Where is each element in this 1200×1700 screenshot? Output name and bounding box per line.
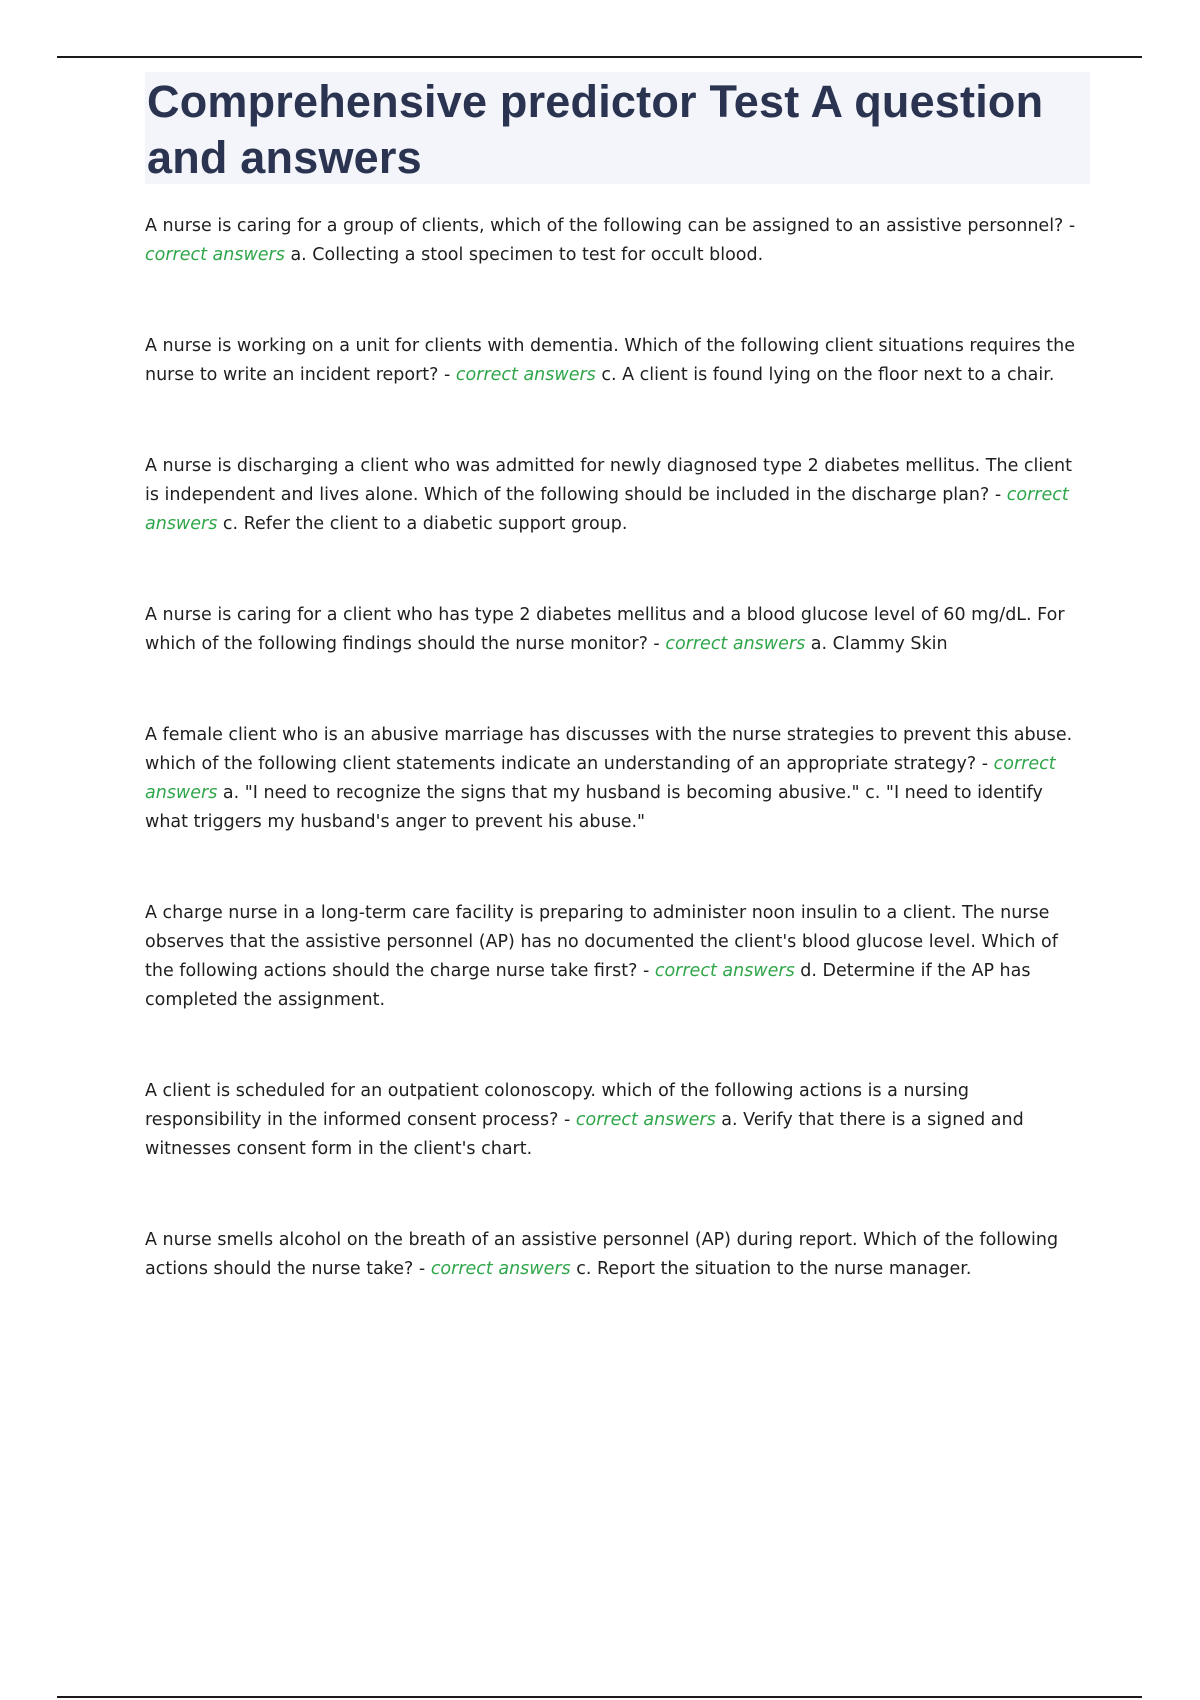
document-title: Comprehensive predictor Test A question and answers bbox=[147, 76, 1044, 183]
question-text: A female client who is an abusive marriage has discusses with the nurse strategies to prevent this abuse. which of the following client statements indicate an understanding of an appropriate strategy? - bbox=[145, 725, 1073, 774]
answer-text: a. Clammy Skin bbox=[810, 634, 948, 654]
question-text: A nurse is caring for a group of clients, which of the following can be assigned to an assistive personnel? - bbox=[145, 216, 1076, 236]
answer-text: a. Verify that there is a signed and witnesses consent form in the client's chart. bbox=[145, 1110, 1024, 1159]
correct-answers-label: correct answers bbox=[145, 245, 285, 265]
answer-text: d. Determine if the AP has completed the assignment. bbox=[145, 961, 1031, 1010]
answer-text: c. Report the situation to the nurse manager. bbox=[576, 1259, 972, 1279]
answer-text: a. "I need to recognize the signs that my husband is becoming abusive." c. "I need to identify what triggers my husband's anger to prevent his abuse." bbox=[145, 783, 1043, 832]
correct-answers-label: correct answers bbox=[430, 1259, 571, 1279]
document-page bbox=[145, 72, 1090, 1284]
correct-answers-label: correct answers bbox=[145, 754, 1056, 803]
correct-answers-label: correct answers bbox=[575, 1110, 716, 1130]
question-text: A nurse is caring for a client who has type 2 diabetes mellitus and a blood glucose level of 60 mg/dL. For which of the following findings should the nurse monitor? - bbox=[145, 605, 1065, 654]
title-banner bbox=[145, 72, 1090, 184]
qa-item bbox=[145, 212, 1090, 270]
answer-text: c. A client is found lying on the floor next to a chair. bbox=[601, 365, 1055, 385]
question-text: A nurse smells alcohol on the breath of an assistive personnel (AP) during report. Which of the following actions should the nurse take? - bbox=[145, 1230, 1059, 1279]
qa-item bbox=[145, 452, 1090, 539]
correct-answers-label: correct answers bbox=[145, 485, 1069, 534]
qa-item bbox=[145, 1077, 1090, 1164]
question-text: A nurse is working on a unit for clients with dementia. Which of the following client situations requires the nurse to write an incident report? - bbox=[145, 336, 1075, 385]
qa-item bbox=[145, 899, 1090, 1015]
question-text: A nurse is discharging a client who was admitted for newly diagnosed type 2 diabetes mellitus. The client is independent and lives alone. Which of the following should be included in the discharge plan? - bbox=[145, 456, 1072, 505]
question-text: A charge nurse in a long-term care facility is preparing to administer noon insulin to a client. The nurse observes that the assistive personnel (AP) has no documented the client's blood glucose level. Which of the following actions should the charge nurse take first? - bbox=[145, 903, 1058, 981]
qa-item bbox=[145, 332, 1090, 390]
question-text: A client is scheduled for an outpatient colonoscopy. which of the following actions is a nursing responsibility in the informed consent process? - bbox=[145, 1081, 969, 1130]
top-rule bbox=[57, 56, 1142, 58]
correct-answers-label: correct answers bbox=[654, 961, 795, 981]
answer-text: c. Refer the client to a diabetic support group. bbox=[222, 514, 628, 534]
bottom-rule bbox=[57, 1696, 1142, 1698]
qa-item bbox=[145, 601, 1090, 659]
qa-item bbox=[145, 721, 1090, 837]
correct-answers-label: correct answers bbox=[665, 634, 806, 654]
correct-answers-label: correct answers bbox=[455, 365, 596, 385]
qa-item bbox=[145, 1226, 1090, 1284]
qa-list bbox=[145, 212, 1090, 1284]
answer-text: a. Collecting a stool specimen to test for occult blood. bbox=[290, 245, 764, 265]
